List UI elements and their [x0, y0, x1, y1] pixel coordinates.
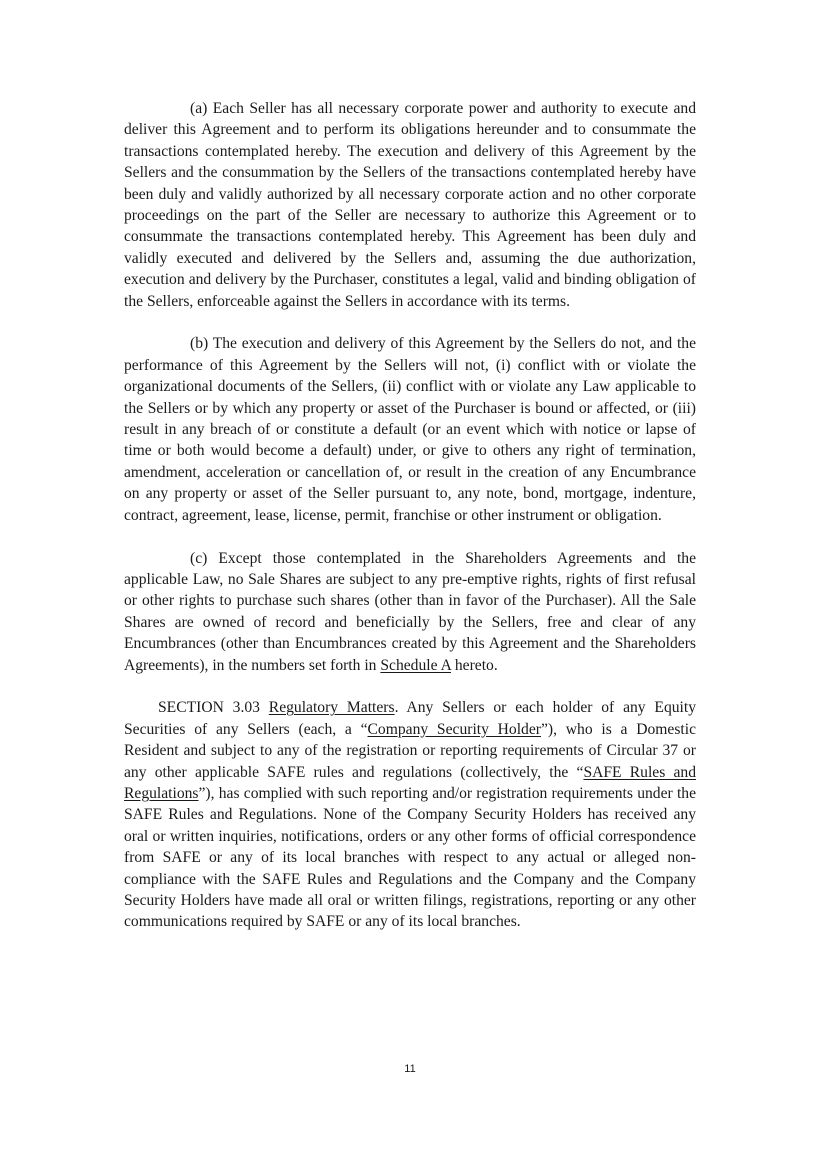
paragraph-c	[124, 548, 696, 676]
paragraph-a-text: (a) Each Seller has all necessary corporate power and authority to execute and deliver this Agreement and to perform its obligations hereunder and to consummate the transactions contemplated hereby. The execution and delivery of this Agreement by the Sellers and the consummation by the Sellers of the transactions contemplated hereby have been duly and validly authorized by all necessary corporate action and no other corporate proceedings on the part of the Seller are necessary to authorize this Agreement or to consummate the transactions contemplated hereby. This Agreement has been duly and validly executed and delivered by the Sellers and, assuming the due authorization, execution and delivery by the Purchaser, constitutes a legal, valid and binding obligation of the Sellers, enforceable against the Sellers in accordance with its terms.	[124, 100, 696, 310]
defined-term-safe-rules: SAFE Rules and Regulations	[124, 763, 696, 802]
paragraph-a	[124, 98, 696, 312]
section-3-03	[124, 697, 696, 932]
paragraph-b-text: (b) The execution and delivery of this Agreement by the Sellers do not, and the performance of this Agreement by the Sellers will not, (i) conflict with or violate the organizational documents of the Sellers, (ii) conflict with or violate any Law applicable to the Sellers or by which any property or asset of the Purchaser is bound or affected, or (iii) result in any breach of or constitute a default (or an event which with notice or lapse of time or both would become a default) under, or give to others any right of termination, amendment, acceleration or cancellation of, or result in the creation of any Encumbrance on any property or asset of the Seller pursuant to, any note, bond, mortgage, indenture, contract, agreement, lease, license, permit, franchise or other instrument or obligation.	[124, 335, 696, 524]
section-text-1: . Any Sellers or each holder of any Equity Securities of any Sellers (each, a “	[124, 699, 697, 738]
section-text-3: ”), has complied with such reporting and/or registration requirements under the SAFE Rules and Regulations. None of the Company Security Holders has received any oral or written inquiries, notifications, orders or any other forms of official correspondence from SAFE or any of its local branches with respect to any actual or alleged non-compliance with the SAFE Rules and Regulations and the Company and the Company Security Holders have made all oral or written filings, registrations, reporting or any other communications required by SAFE or any of its local branches.	[124, 784, 696, 931]
section-text-2: ”), who is a Domestic Resident and subject to any of the registration or reporting requirements of Circular 37 or any other applicable SAFE rules and regulations (collectively, the “	[124, 720, 696, 781]
section-heading: Regulatory Matters	[268, 699, 395, 717]
page-number: 11	[404, 1063, 416, 1075]
defined-term-company-security-holder: Company Security Holder	[367, 720, 541, 738]
document-body	[124, 98, 696, 933]
schedule-a-reference: Schedule A	[380, 656, 451, 674]
paragraph-c-text-before: (c) Except those contemplated in the Shareholders Agreements and the applicable Law, no Sale Shares are subject to any pre-emptive rights, rights of first refusal or other rights to purchase such shares (other than in favor of the Purchaser). All the Sale Shares are owned of record and beneficially by the Sellers, free and clear of any Encumbrances (other than Encumbrances created by this Agreement and the Shareholders Agreements), in the numbers set forth in	[124, 549, 696, 674]
paragraph-b	[124, 333, 696, 526]
section-number: SECTION 3.03	[158, 699, 269, 717]
paragraph-spacer	[124, 312, 696, 333]
paragraph-spacer	[124, 526, 696, 547]
paragraph-spacer	[124, 676, 696, 697]
paragraph-c-text-after: hereto.	[450, 656, 498, 674]
